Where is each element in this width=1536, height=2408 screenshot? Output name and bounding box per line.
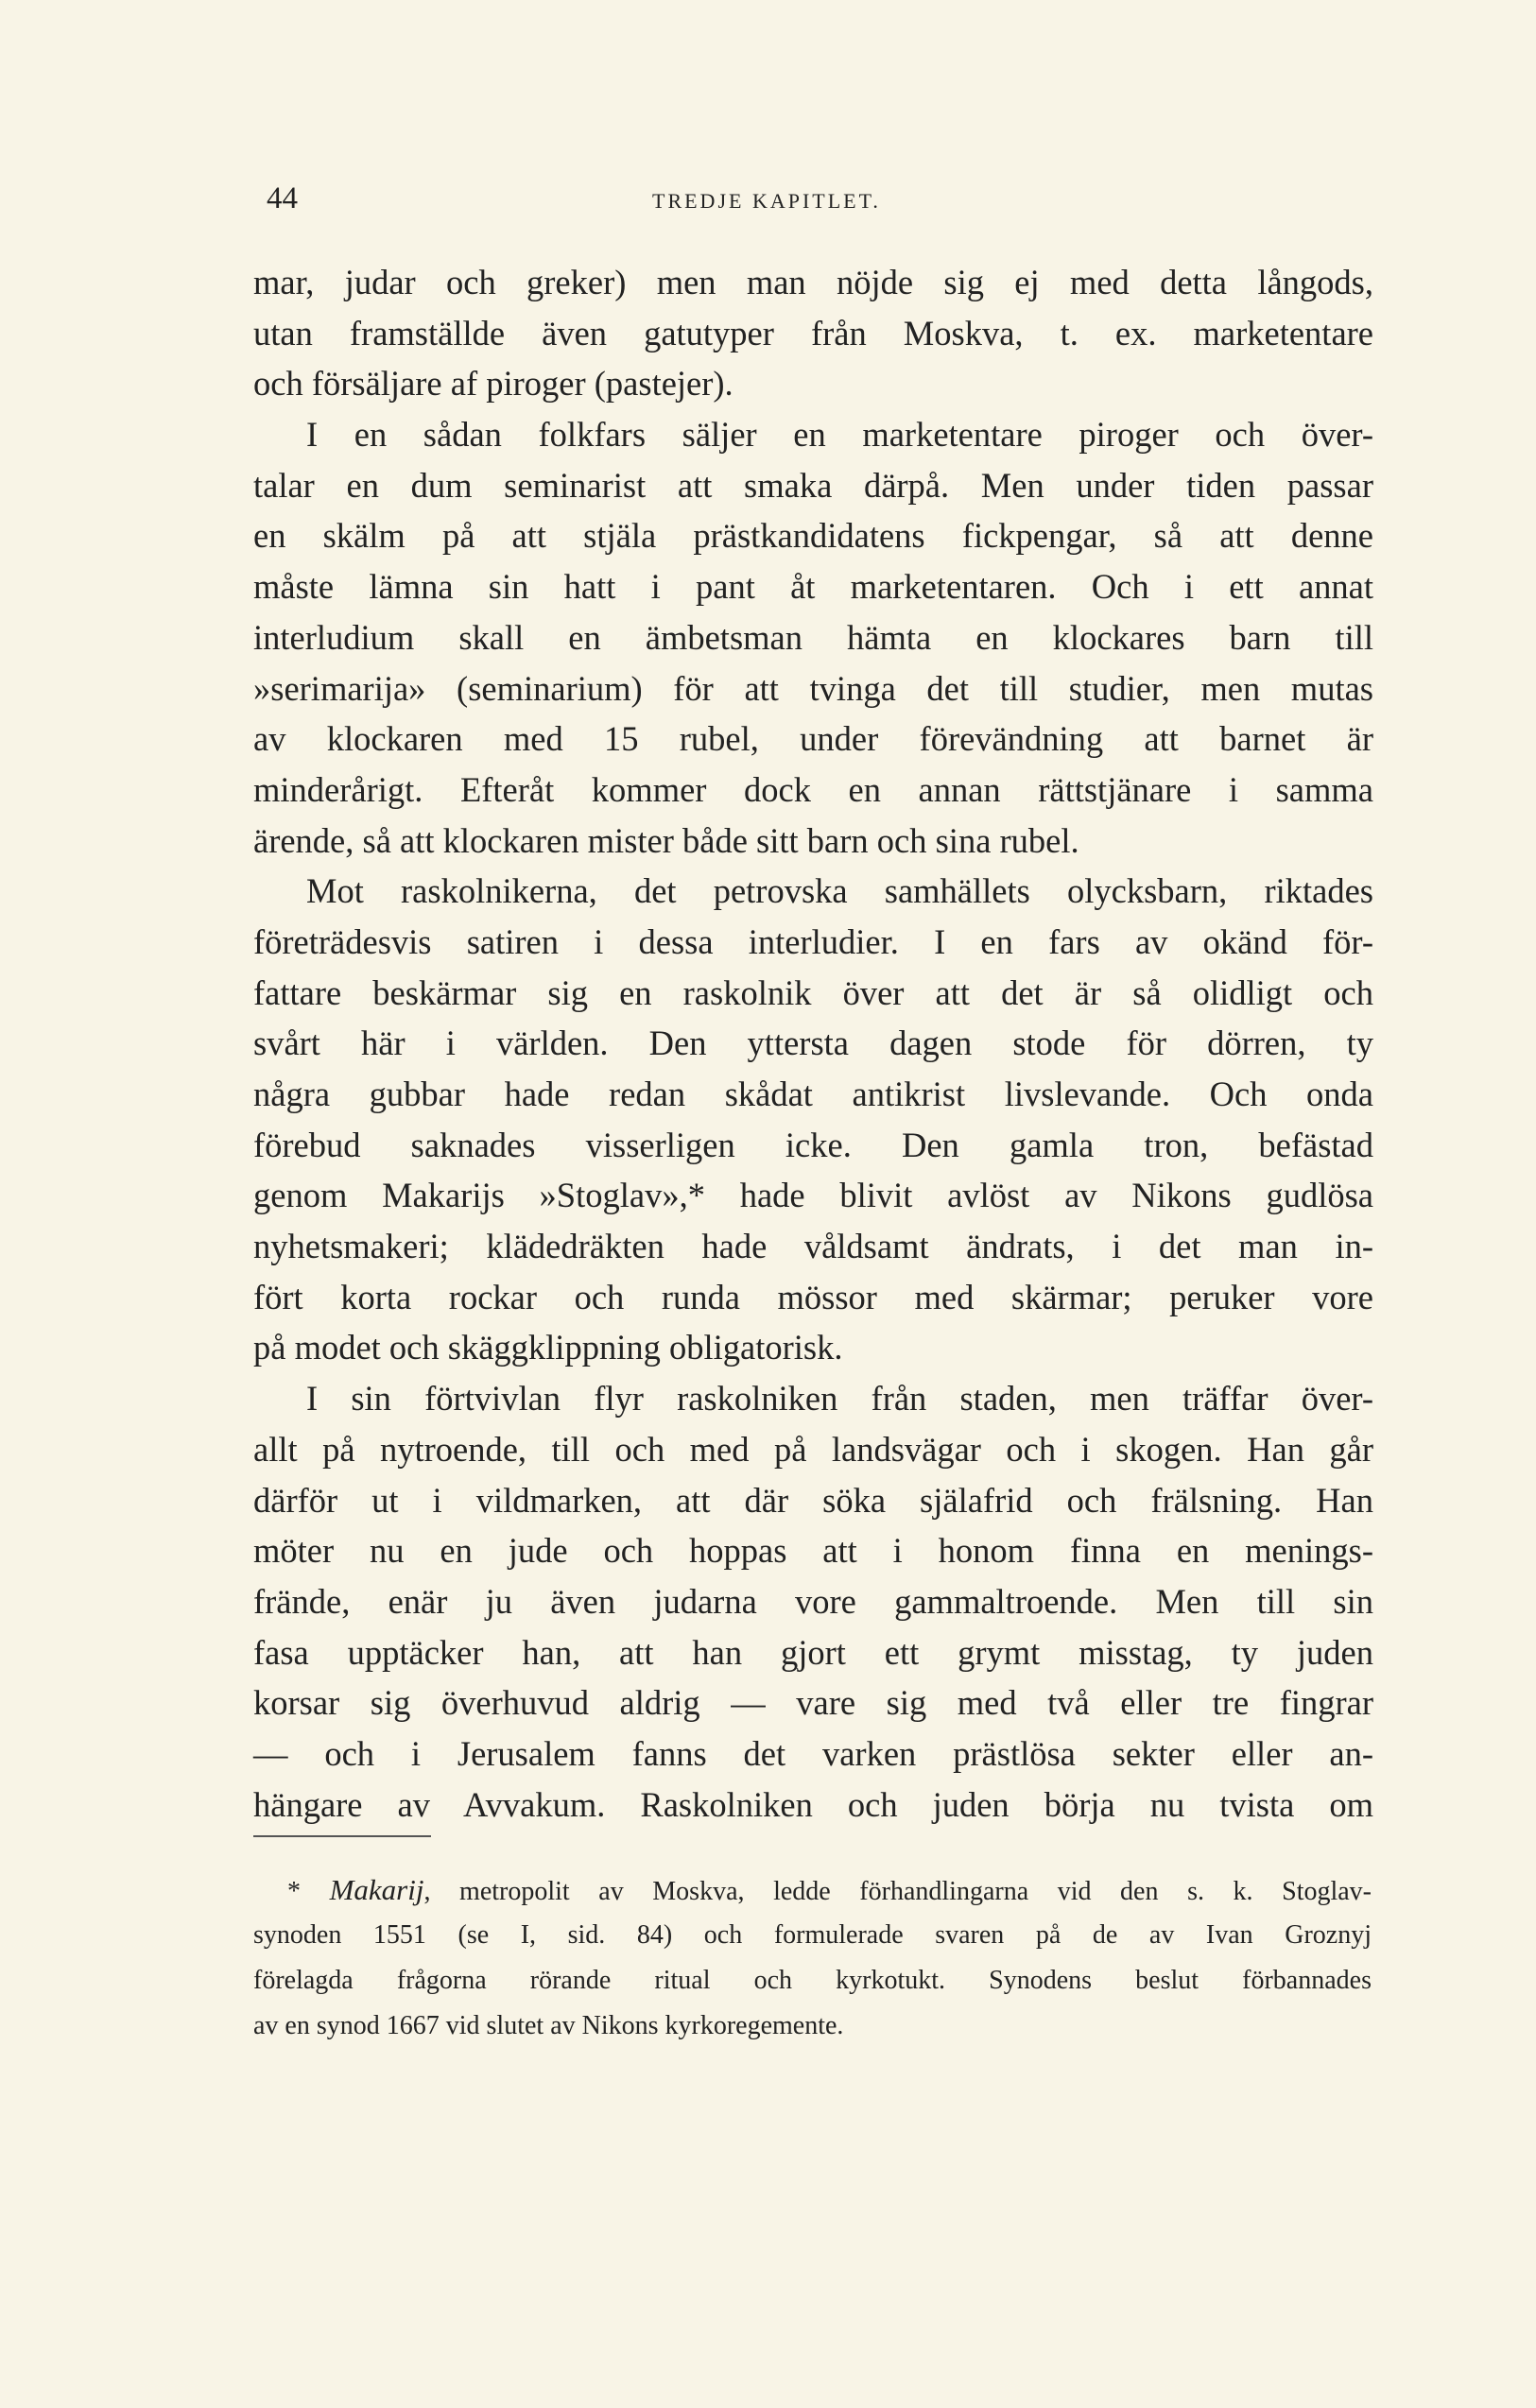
text-line: minderårigt. Efteråt kommer dock en annan rättstjänare i samma [253,769,1373,809]
text-line: förebud saknades visserligen icke. Den gamla tron, befästad [253,1125,1373,1164]
page-number: 44 [267,181,298,215]
footnote [253,1867,1372,2049]
text-line: I en sådan folkfars säljer en marketentare piroger och över- [306,415,1373,455]
footnote-marker: * [287,1877,301,1906]
text-line: möter nu en jude och hoppas att i honom finna en menings- [253,1531,1373,1571]
text-line: hängare av Avvakum. Raskolniken och juden börja nu tvista om [253,1784,1373,1824]
text-line: interludium skall en ämbetsman hämta en klockares barn till [253,617,1373,657]
text-line: svårt här i världen. Den yttersta dagen stode för dörren, ty [253,1023,1373,1063]
text-line: fattare beskärmar sig en raskolnik över att det är så olidligt och [253,972,1373,1012]
text-line: korsar sig överhuvud aldrig — vare sig med två eller tre fingrar [253,1683,1373,1723]
text-line: mar, judar och greker) men man nöjde sig ej med detta långods, [253,263,1373,301]
text-line: utan framställde även gatutyper från Moskva, t. ex. marketentare [253,313,1373,353]
running-head: TREDJE KAPITLET. [652,189,881,213]
footnote-rule [253,1835,431,1837]
footnote-line: förelagda frågorna rörande ritual och kyrkotukt. Synodens beslut förbannades [253,1966,1372,1995]
text-line: talar en dum seminarist att smaka därpå. Men under tiden passar [253,465,1373,505]
text-line: genom Makarijs »Stoglav»,* hade blivit avlöst av Nikons gudlösa [253,1176,1373,1215]
text-line: fasa upptäcker han, att han gjort ett grymt misstag, ty juden [253,1632,1373,1672]
text-line: några gubbar hade redan skådat antikrist livslevande. Och onda [253,1075,1373,1113]
text-line: måste lämna sin hatt i pant åt marketentaren. Och i ett annat [253,567,1373,607]
footnote-line: av en synod 1667 vid slutet av Nikons kyrkoregemente. [253,2011,844,2040]
text-line: fört korta rockar och runda mössor med skärmar; peruker vore [253,1277,1373,1316]
text-line: på modet och skäggklippning obligatorisk. [253,1328,843,1367]
text-line: allt på nytroende, till och med på landsvägar och i skogen. Han går [253,1429,1373,1469]
text-line: en skälm på att stjäla prästkandidatens fickpengar, så att denne [253,516,1373,556]
text-line: och försäljare af piroger (pastejer). [253,364,733,404]
footnote-name: Makarij [329,1873,424,1906]
text-line: »serimarija» (seminarium) för att tvinga det till studier, men mutas [253,668,1373,708]
text-line: Mot raskolnikerna, det petrovska samhällets olycksbarn, riktades [306,871,1373,911]
text-line: företrädesvis satiren i dessa interludier. I en fars av okänd för- [253,921,1373,961]
text-line: frände, enär ju även judarna vore gammaltroende. Men till sin [253,1581,1373,1621]
footnote-text: , metropolit av Moskva, ledde förhandlingarna vid den s. k. Stoglav- [423,1877,1372,1906]
text-line: — och i Jerusalem fanns det varken prästlösa sekter eller an- [253,1733,1373,1773]
text-line: därför ut i vildmarken, att där söka själafrid och frälsning. Han [253,1480,1373,1520]
body-text [253,257,1373,1830]
text-line: av klockaren med 15 rubel, under förevändning att barnet är [253,719,1373,759]
text-line: ärende, så att klockaren mister både sitt barn och sina rubel. [253,820,1079,860]
text-line: I sin förtvivlan flyr raskolniken från staden, men träffar över- [306,1379,1373,1419]
text-line: nyhetsmakeri; klädedräkten hade våldsamt ändrats, i det man in- [253,1227,1373,1266]
footnote-line: synoden 1551 (se I, sid. 84) och formulerade svaren på de av Ivan Groznyj [253,1920,1372,1950]
footnote-line [253,1867,1372,1913]
